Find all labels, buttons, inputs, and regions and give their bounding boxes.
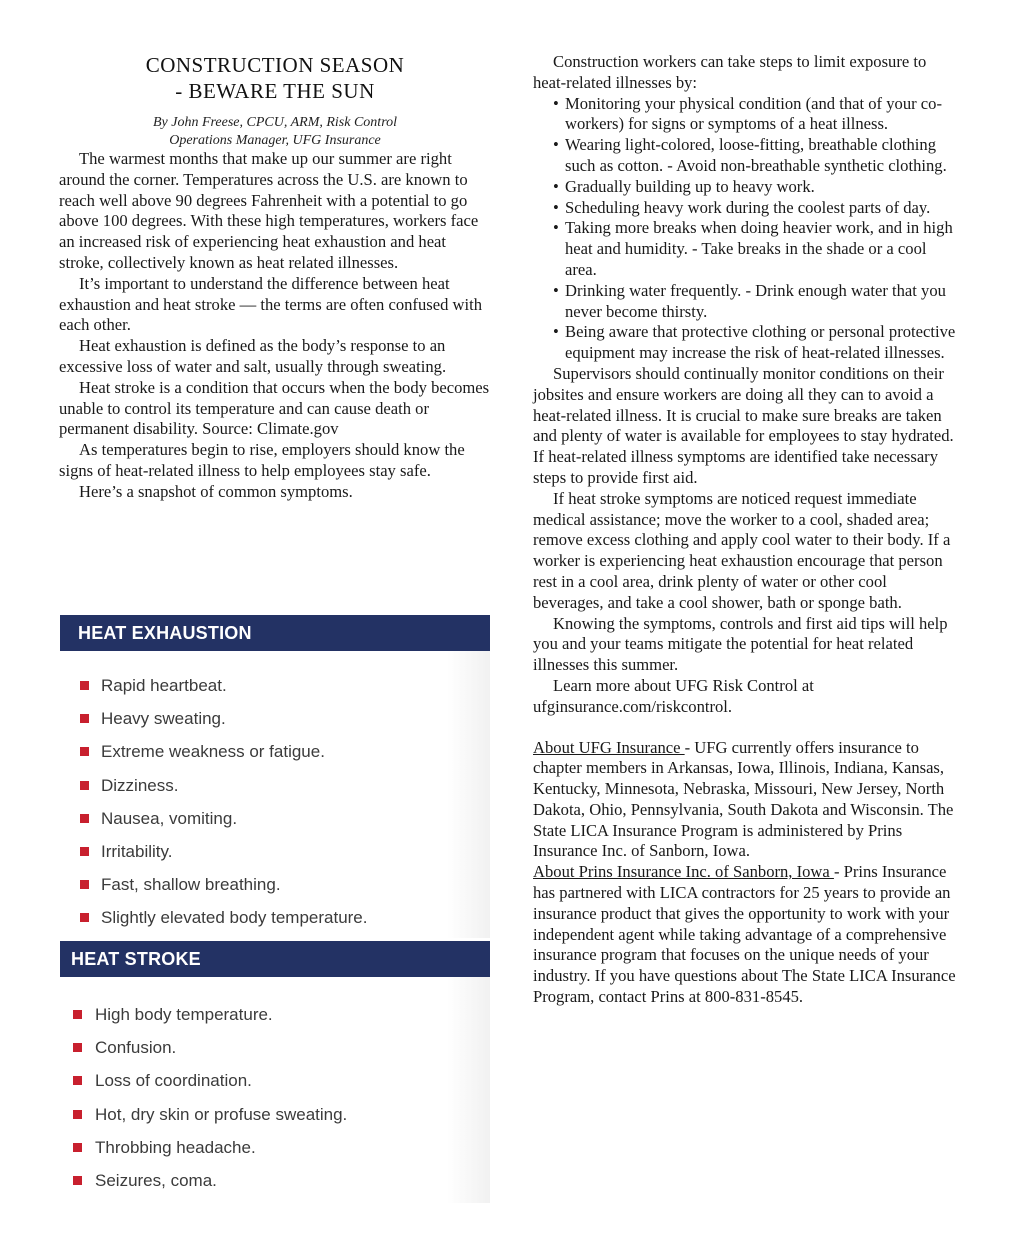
heat-stroke-list [60,977,490,1203]
red-square-bullet-icon [80,781,89,790]
intro-paragraph: The warmest months that make up our summer are right around the corner. Temperatures across the U.S. are known to reach well above 90 degrees Fahrenheit with a potential to go above 100 degrees. With these high temperatures, workers face an increased risk of experiencing heat exhaustion and heat stroke, collectively known as heat related illnesses. [59,149,479,272]
symptom-item: Irritability. [60,835,490,868]
closing-paragraph: If heat stroke symptoms are noticed request immediate medical assistance; move the worker to a cool, shaded area; remove excess clothing and apply cool water to their body. If a worker is experiencing heat exhaustion encourage that person rest in a cool area, drink plenty of water or other cool beverages, and take a cool shower, bath or sponge bath. [533,488,951,612]
right-column [533,52,961,1008]
prevention-step: • Monitoring your physical condition (and that of your co-workers) for signs or symptoms of a heat illness. [553,93,942,134]
symptom-item: Nausea, vomiting. [60,802,490,835]
symptom-item: Fast, shallow breathing. [60,868,490,901]
prevention-step: • Scheduling heavy work during the coolest parts of day. [553,197,931,217]
heat-exhaustion-box [60,615,490,938]
red-square-bullet-icon [80,814,89,823]
red-square-bullet-icon [73,1076,82,1085]
intro-paragraph: As temperatures begin to rise, employers should know the signs of heat-related illness to help employees stay safe. [59,440,465,480]
heat-exhaustion-heading: HEAT EXHAUSTION [60,615,490,651]
red-square-bullet-icon [80,747,89,756]
bullet-icon: • [553,135,559,155]
article-title-line2: - BEWARE THE SUN [175,79,375,103]
prevention-step: • Drinking water frequently. - Drink enough water that you never become thirsty. [553,280,946,321]
closing-paragraph: Knowing the symptoms, controls and first aid tips will help you and your teams mitigate the potential for heat related illnesses this summer. [533,613,948,675]
symptom-item: Rapid heartbeat. [60,669,490,702]
bullet-icon: • [553,93,559,113]
symptom-item: Hot, dry skin or profuse sweating. [60,1098,490,1131]
red-square-bullet-icon [73,1043,82,1052]
prevention-step: • Being aware that protective clothing or personal protective equipment may increase the risk of heat-related illnesses. [553,322,956,363]
red-square-bullet-icon [80,847,89,856]
about-prins [533,862,961,1008]
red-square-bullet-icon [73,1176,82,1185]
left-column [59,52,491,503]
about-prins-heading: About Prins Insurance Inc. of Sanborn, Iowa [533,862,834,882]
heat-stroke-box [60,941,490,1203]
about-ufg-text: - UFG currently offers insurance to chapter members in Arkansas, Iowa, Illinois, Indiana, Kansas, Kentucky, Minnesota, Nebraska, Missouri, New Jersey, North Dakota, Ohio, Pennsylvania, South Dakota and Wisconsin. The State LICA Insurance Program is administered by Prins Insurance Inc. of Sanborn, Iowa. [533,737,954,861]
bullet-icon: • [553,218,559,238]
symptom-item: Heavy sweating. [60,702,490,735]
about-ufg-heading: About UFG Insurance [533,737,685,757]
symptom-item: Slightly elevated body temperature. [60,901,490,934]
intro-paragraph: Heat exhaustion is defined as the body’s response to an excessive loss of water and salt, usually through sweating. [59,336,447,376]
symptom-item: Loss of coordination. [60,1064,490,1097]
bullet-icon: • [553,197,559,217]
bullet-icon: • [553,176,559,196]
symptom-item: High body temperature. [60,998,490,1031]
byline-line2: Operations Manager, UFG Insurance [169,133,381,148]
steps-intro: Construction workers can take steps to limit exposure to heat-related illnesses by: [533,52,927,92]
about-ufg [533,738,961,863]
bullet-icon: • [553,280,559,300]
article-byline [59,114,491,150]
red-square-bullet-icon [80,714,89,723]
intro-paragraph: It’s important to understand the difference between heat exhaustion and heat stroke — the terms are often confused with each other. [59,273,483,335]
heat-stroke-heading: HEAT STROKE [60,941,490,977]
red-square-bullet-icon [73,1110,82,1119]
prevention-step: • Taking more breaks when doing heavier work, and in high heat and humidity. - Take breaks in the shade or a cool area. [553,218,953,279]
about-prins-text: - Prins Insurance has partnered with LICA contractors for 25 years to provide an insurance product that gives the opportunity to work with your independent agent while taking advantage of a comprehensive insurance program that focuses on the unique needs of your industry. If you have questions about The State LICA Insurance Program, contact Prins at 800-831-8545. [533,862,956,1007]
red-square-bullet-icon [80,681,89,690]
prevention-step: • Gradually building up to heavy work. [553,176,815,196]
symptom-item: Extreme weakness or fatigue. [60,735,490,768]
symptom-item: Dizziness. [60,769,490,802]
red-square-bullet-icon [73,1143,82,1152]
closing-paragraph: Supervisors should continually monitor conditions on their jobsites and ensure workers are doing all they can to avoid a heat-related illness. It is crucial to make sure breaks are taken and plenty of water is available for employees to stay hydrated. If heat-related illness symptoms are identified take necessary steps to provide first aid. [533,363,954,487]
intro-paragraph: Heat stroke is a condition that occurs when the body becomes unable to control its temperature and can cause death or permanent disability. Source: Climate.gov [59,377,490,439]
byline-line1: By John Freese, CPCU, ARM, Risk Control [152,115,398,130]
intro-paragraph: Here’s a snapshot of common symptoms. [79,481,353,501]
symptom-item: Seizures, coma. [60,1164,490,1197]
symptom-item: Confusion. [60,1031,490,1064]
red-square-bullet-icon [80,913,89,922]
symptom-item: Throbbing headache. [60,1131,490,1164]
article-title-line1: CONSTRUCTION SEASON [145,53,405,77]
heat-exhaustion-list [60,651,490,938]
red-square-bullet-icon [80,880,89,889]
prevention-step: • Wearing light-colored, loose-fitting, breathable clothing such as cotton. - Avoid non-breathable synthetic clothing. [553,135,947,175]
bullet-icon: • [553,322,559,342]
red-square-bullet-icon [73,1010,82,1019]
intro-text [59,149,491,503]
closing-paragraph: Learn more about UFG Risk Control at ufginsurance.com/riskcontrol. [533,675,814,716]
prevention-steps-list [533,94,961,364]
article-title [59,52,491,104]
